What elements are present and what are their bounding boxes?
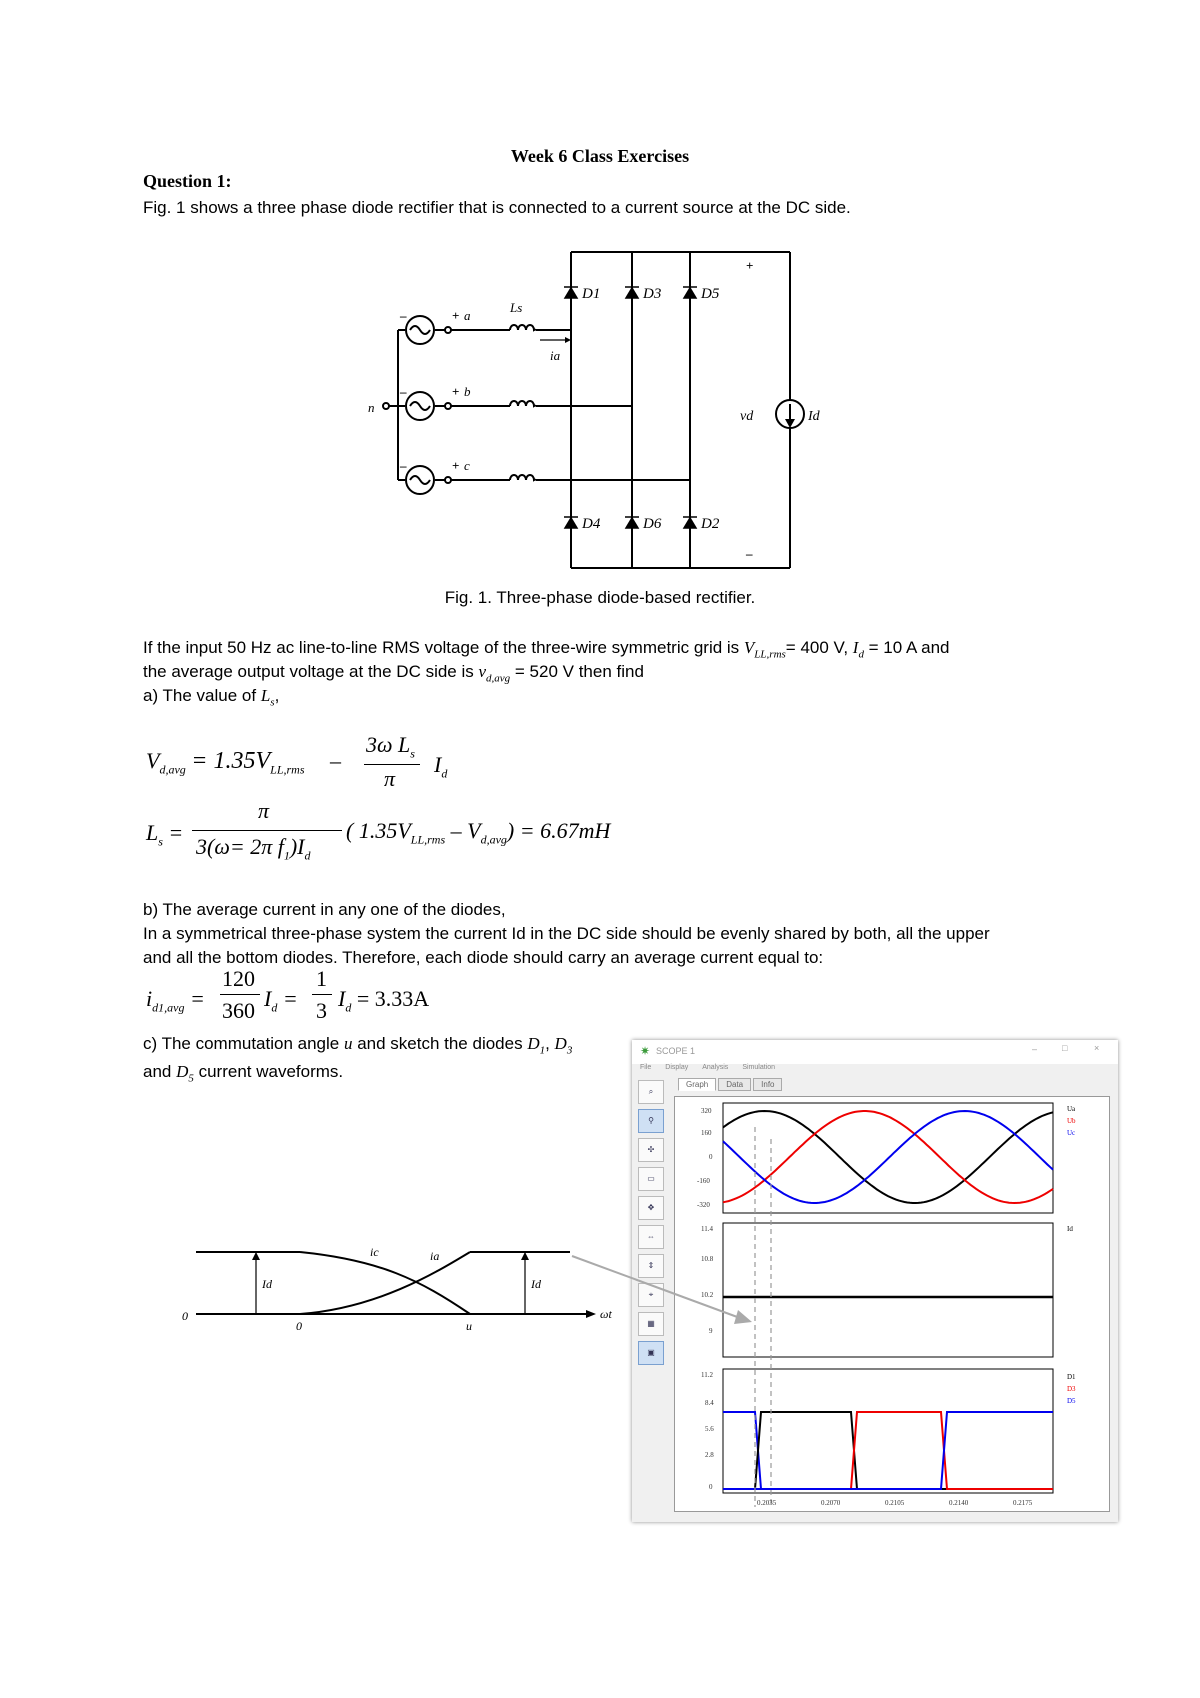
- eq1-lhs: $V_{d,avg} = 1.35V_{LL,rms}$: [146, 748, 305, 777]
- eq1-numerator: 3ω $L_s$: [366, 732, 415, 761]
- figure-caption: Fig. 1. Three-phase diode-based rectifier.: [444, 588, 756, 607]
- minus-dc: –: [746, 546, 753, 561]
- tab-info[interactable]: Info: [753, 1078, 782, 1091]
- close-icon[interactable]: ×: [1094, 1043, 1100, 1053]
- p1-tick-4: -320: [697, 1201, 710, 1209]
- tool-cursor-icon[interactable]: ✣: [638, 1138, 664, 1162]
- tab-graph[interactable]: Graph: [678, 1078, 716, 1091]
- sketch-id-right: Id: [531, 1277, 541, 1291]
- label-id: Id: [808, 409, 820, 424]
- p2-tick-2: 10.2: [701, 1291, 714, 1299]
- eq3-result: $I_d = 3.33A$: [338, 986, 430, 1015]
- problem-line-2: the average output voltage at the DC side is $v_{d,avg} = 520$ V then find: [143, 662, 644, 685]
- scope-titlebar: [632, 1040, 1118, 1064]
- label-b: b: [464, 384, 471, 399]
- part-a-heading: a) The value of $L_s$,: [143, 686, 280, 709]
- part-c-line-1: c) The commutation angle u and sketch the diodes $D_1$, $D_3$: [143, 1034, 573, 1057]
- tool-measure-icon[interactable]: ⚲: [638, 1109, 664, 1133]
- sketch-ia: ia: [430, 1249, 440, 1263]
- part-b-text-2: and all the bottom diodes. Therefore, each diode should carry an average current equal to:: [143, 948, 824, 967]
- label-n: n: [368, 400, 375, 415]
- minus-c: –: [400, 458, 407, 473]
- x-tick-1: 0.2070: [821, 1499, 841, 1507]
- legend-d1: D1: [1067, 1373, 1076, 1381]
- tool-zoom-icon[interactable]: ⌕: [638, 1080, 664, 1104]
- eq2-lhs: $L_s$ =: [146, 820, 184, 849]
- label-ls: Ls: [510, 300, 523, 315]
- part-c-line-2: and $D_5$ current waveforms.: [143, 1062, 344, 1085]
- eq2-numerator: π: [258, 798, 270, 823]
- tool-fit-icon[interactable]: ▭: [638, 1167, 664, 1191]
- eq3-den1: 360: [222, 998, 255, 1023]
- eq2-denominator: 3(ω= 2π $f_1)I_d$: [196, 834, 311, 863]
- eq1-id: $I_d$: [434, 752, 448, 781]
- trace-d3: [723, 1412, 1053, 1489]
- trace-d5-a: [723, 1412, 1053, 1489]
- tool-marker-icon[interactable]: ⌖: [638, 1283, 664, 1307]
- label-d1: D1: [582, 286, 601, 302]
- eq3-id1: $I_d$ =: [264, 986, 298, 1015]
- legend-ua: Ua: [1067, 1105, 1076, 1113]
- p3-tick-1: 8.4: [705, 1399, 714, 1407]
- legend-d5: D5: [1067, 1397, 1076, 1405]
- eq1-denominator: π: [384, 766, 396, 791]
- trace-d5-b: [723, 1412, 1053, 1489]
- scope-menubar: [632, 1064, 1118, 1076]
- eq1-minus: –: [330, 748, 341, 773]
- sketch-id-left: Id: [262, 1277, 272, 1291]
- label-vd: vd: [740, 409, 754, 424]
- minimize-icon[interactable]: –: [1032, 1044, 1038, 1054]
- part-b-heading: b) The average current in any one of the diodes,: [143, 900, 506, 919]
- problem-line-1: If the input 50 Hz ac line-to-line RMS voltage of the three-wire symmetric grid is $V_{LL,rms}= 400$ V, $I_d = 10$ A and: [143, 638, 950, 661]
- tool-grid-icon[interactable]: ▦: [638, 1312, 664, 1336]
- label-d3: D3: [643, 286, 662, 302]
- p1-tick-1: 160: [701, 1129, 712, 1137]
- menu-analysis[interactable]: Analysis: [702, 1064, 729, 1071]
- label-c: c: [464, 458, 470, 473]
- label-d6: D6: [643, 516, 662, 532]
- legend-id: Id: [1067, 1225, 1073, 1233]
- eq2-rhs: ( $1.35V_{LL,rms} - V_{d,avg}) = 6.67mH$: [346, 818, 611, 847]
- legend-d3: D3: [1067, 1385, 1076, 1393]
- label-d5: D5: [701, 286, 720, 302]
- sketch-zero-left: 0: [182, 1309, 188, 1323]
- sketch-wt: ωt: [600, 1307, 612, 1321]
- tool-select-icon[interactable]: ▣: [638, 1341, 664, 1365]
- minus-a: –: [400, 308, 407, 323]
- p1-tick-3: -160: [697, 1177, 710, 1185]
- label-d2: D2: [701, 516, 720, 532]
- legend-ub: Ub: [1067, 1117, 1076, 1125]
- x-tick-3: 0.2140: [949, 1499, 969, 1507]
- p3-tick-0: 11.2: [701, 1371, 713, 1379]
- p2-tick-3: 9: [709, 1327, 713, 1335]
- menu-file[interactable]: File: [640, 1064, 652, 1071]
- eq3-num1: 120: [222, 966, 255, 991]
- scope-app-icon: ✷: [640, 1044, 651, 1058]
- sketch-zero-mid: 0: [296, 1319, 302, 1330]
- p1-tick-2: 0: [709, 1153, 713, 1161]
- eq2-fraction-bar: [192, 830, 342, 831]
- menu-display[interactable]: Display: [665, 1064, 689, 1071]
- trace-d1: [755, 1412, 1053, 1489]
- maximize-icon[interactable]: □: [1062, 1043, 1068, 1053]
- p3-tick-2: 5.6: [705, 1425, 714, 1433]
- pointer-arrow: [560, 1250, 760, 1350]
- p2-tick-0: 11.4: [701, 1225, 713, 1233]
- eq3-den2: 3: [316, 998, 327, 1023]
- rectifier-circuit: [360, 238, 840, 578]
- plus-dc: +: [746, 258, 754, 273]
- p1-tick-0: 320: [701, 1107, 712, 1115]
- tool-zoomx-icon[interactable]: ⇔: [638, 1225, 664, 1249]
- x-tick-2: 0.2105: [885, 1499, 905, 1507]
- p3-tick-3: 2.8: [705, 1451, 714, 1459]
- eq3-bar2: [312, 994, 332, 995]
- sketch-u: u: [466, 1319, 472, 1330]
- eq3-bar1: [220, 994, 260, 995]
- trace-uc: [723, 1111, 1053, 1203]
- plus-b: +: [452, 384, 460, 399]
- label-a: a: [464, 308, 471, 323]
- part-b-text-1: In a symmetrical three-phase system the current Id in the DC side should be evenly shared by both, all the upper: [143, 924, 990, 943]
- eq3-num2: 1: [316, 966, 327, 991]
- eq1-fraction-bar: [364, 764, 420, 765]
- minus-b: –: [400, 384, 407, 399]
- sketch-ic: ic: [370, 1245, 379, 1259]
- plus-c: +: [452, 458, 460, 473]
- plus-a: +: [452, 308, 460, 323]
- question-heading: Question 1:: [143, 171, 232, 191]
- scope-title: SCOPE 1: [656, 1046, 696, 1056]
- x-tick-0: 0.2035: [757, 1499, 777, 1507]
- label-d4: D4: [582, 516, 601, 532]
- legend-uc: Uc: [1067, 1129, 1076, 1137]
- tab-data[interactable]: Data: [718, 1078, 751, 1091]
- p2-tick-1: 10.8: [701, 1255, 714, 1263]
- label-ia: ia: [550, 348, 561, 363]
- p3-tick-4: 0: [709, 1483, 713, 1491]
- menu-simulation[interactable]: Simulation: [742, 1064, 775, 1071]
- tool-pan-icon[interactable]: ✥: [638, 1196, 664, 1220]
- tool-zoomy-icon[interactable]: ⇕: [638, 1254, 664, 1278]
- eq3-lhs: $i_{d1,avg}$ =: [146, 986, 205, 1015]
- scope-tabs: [678, 1078, 784, 1091]
- page-title: Week 6 Class Exercises: [510, 146, 690, 166]
- intro-text: Fig. 1 shows a three phase diode rectifier that is connected to a current source at the DC side.: [143, 198, 851, 217]
- x-tick-4: 0.2175: [1013, 1499, 1033, 1507]
